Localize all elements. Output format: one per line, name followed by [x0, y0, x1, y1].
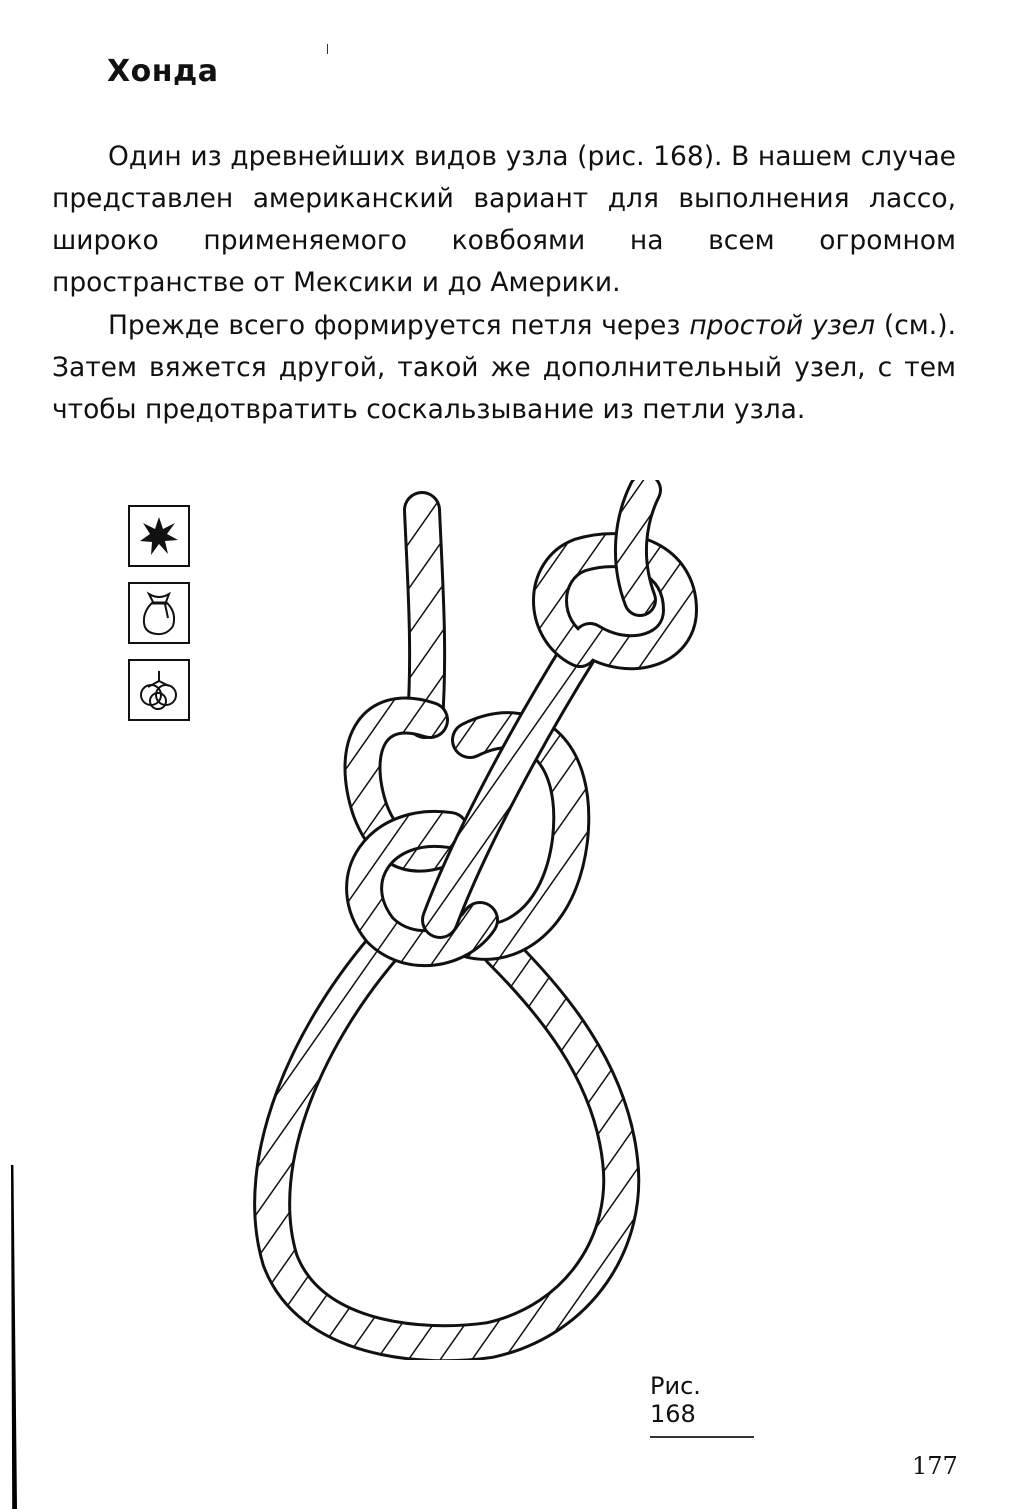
paragraph-2 — [52, 305, 956, 431]
paragraph-2-italic-term: простой узел — [689, 310, 876, 341]
scan-mark — [327, 44, 328, 54]
fruit-cluster-icon — [128, 659, 190, 721]
paragraph-1: Один из древнейших видов узла (рис. 168). В нашем случае представлен американский вариант для выполнения лассо, широко применяемого ковбоями на всем огромном пространстве от Мексики и до Америки. — [52, 141, 956, 298]
category-icons — [128, 505, 194, 736]
paragraph-2-start: Прежде всего формируется петля через — [108, 310, 690, 341]
scan-edge-shadow — [11, 1165, 17, 1509]
bag-icon — [128, 582, 190, 644]
paragraph-2-end: (см.). Затем вяжется другой, такой же дополнительный узел, с тем чтобы предотвратить соскальзывание из петли узла. — [52, 310, 956, 425]
star-burst-icon — [128, 505, 190, 567]
honda-knot-illustration — [230, 480, 750, 1364]
figure-caption: Рис. 168 — [650, 1372, 754, 1438]
section-title: Хонда — [107, 54, 219, 89]
page-number: 177 — [912, 1452, 958, 1480]
